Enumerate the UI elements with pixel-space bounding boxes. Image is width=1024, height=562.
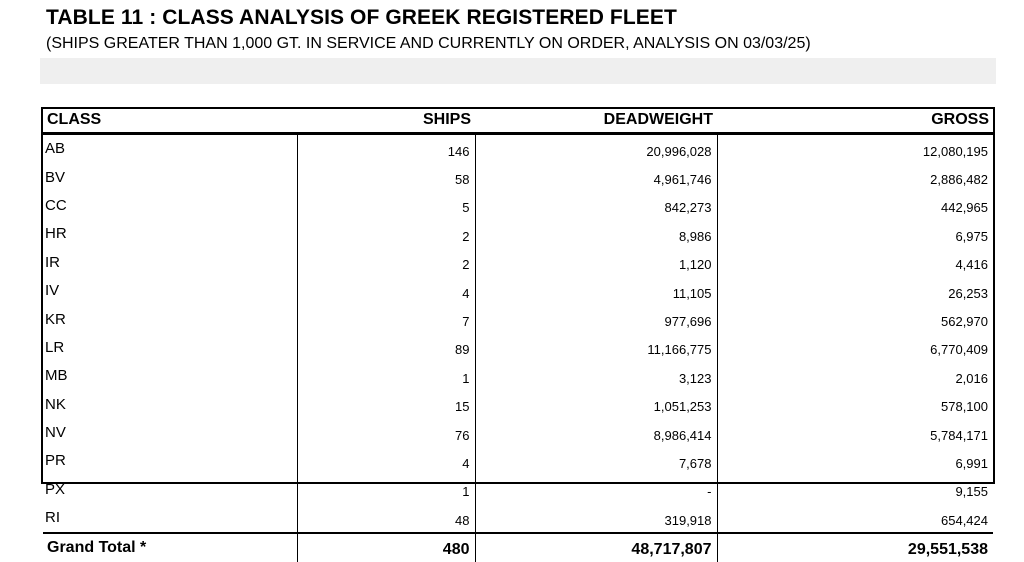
deadweight-cell: 319,918 [475,504,717,533]
ships-cell: 48 [297,504,475,533]
deadweight-cell: 8,986 [475,220,717,248]
gross-cell: 6,770,409 [717,333,993,361]
deadweight-cell: 4,961,746 [475,163,717,191]
deadweight-cell: 842,273 [475,191,717,219]
header-class: CLASS [43,109,297,133]
table-row [43,418,993,446]
gross-cell: 2,886,482 [717,163,993,191]
total-class-cell: Grand Total * [43,533,297,562]
gross-cell: 654,424 [717,504,993,533]
class-cell: PR [45,452,66,470]
class-cell: AB [45,140,66,158]
table-header-row [43,109,993,133]
class-cell: LR [45,338,65,356]
ships-cell: 1 [297,362,475,390]
ships-cell: 2 [297,220,475,248]
table-row [43,276,993,304]
deadweight-cell: 977,696 [475,305,717,333]
gross-cell: 5,784,171 [717,418,993,446]
table-row [43,191,993,219]
ships-cell: 1 [297,475,475,503]
ships-cell: 4 [297,276,475,304]
table-row [43,362,993,390]
table-row [43,475,993,503]
class-cell: IV [45,282,60,300]
class-cell: MB [45,367,68,385]
table-row [43,333,993,361]
table-row [43,447,993,475]
gross-cell: 442,965 [717,191,993,219]
deadweight-cell: 8,986,414 [475,418,717,446]
class-cell: KR [45,310,66,328]
gross-cell: 26,253 [717,276,993,304]
class-analysis-table [41,107,995,559]
total-ships-cell: 480 [297,533,475,562]
deadweight-cell: 1,120 [475,248,717,276]
table-row [43,133,993,163]
table-row [43,220,993,248]
page-title: TABLE 11 : CLASS ANALYSIS OF GREEK REGISTERED FLEET [46,6,677,29]
ships-cell: 58 [297,163,475,191]
ships-cell: 5 [297,191,475,219]
deadweight-cell: 7,678 [475,447,717,475]
table-row [43,305,993,333]
table-row [43,390,993,418]
header-deadweight: DEADWEIGHT [475,109,717,133]
ships-cell: 89 [297,333,475,361]
grand-total-row [43,533,993,562]
ships-cell: 15 [297,390,475,418]
table-row [43,163,993,191]
gross-cell: 2,016 [717,362,993,390]
gross-cell: 9,155 [717,475,993,503]
deadweight-cell: 1,051,253 [475,390,717,418]
header-ships: SHIPS [297,109,475,133]
gross-cell: 578,100 [717,390,993,418]
gross-cell: 12,080,195 [717,133,993,163]
class-cell: IR [45,253,60,271]
deadweight-cell: - [475,475,717,503]
ships-cell: 2 [297,248,475,276]
total-deadweight-cell: 48,717,807 [475,533,717,562]
deadweight-cell: 3,123 [475,362,717,390]
header-band [40,58,996,84]
deadweight-cell: 20,996,028 [475,133,717,163]
ships-cell: 4 [297,447,475,475]
class-cell: CC [45,196,67,214]
deadweight-cell: 11,105 [475,276,717,304]
class-cell: RI [45,509,60,527]
deadweight-cell: 11,166,775 [475,333,717,361]
total-gross-cell: 29,551,538 [717,533,993,562]
table-row [43,248,993,276]
gross-cell: 4,416 [717,248,993,276]
gross-cell: 6,975 [717,220,993,248]
ships-cell: 146 [297,133,475,163]
class-cell: PX [45,480,66,498]
class-cell: NK [45,395,66,413]
ships-cell: 76 [297,418,475,446]
class-cell: HR [45,225,67,243]
header-gross: GROSS [717,109,993,133]
page-subtitle: (SHIPS GREATER THAN 1,000 GT. IN SERVICE AND CURRENTLY ON ORDER, ANALYSIS ON 03/03/25) [46,35,811,52]
class-cell: BV [45,168,66,186]
gross-cell: 562,970 [717,305,993,333]
table-row [43,504,993,533]
ships-cell: 7 [297,305,475,333]
class-cell: NV [45,424,66,442]
gross-cell: 6,991 [717,447,993,475]
